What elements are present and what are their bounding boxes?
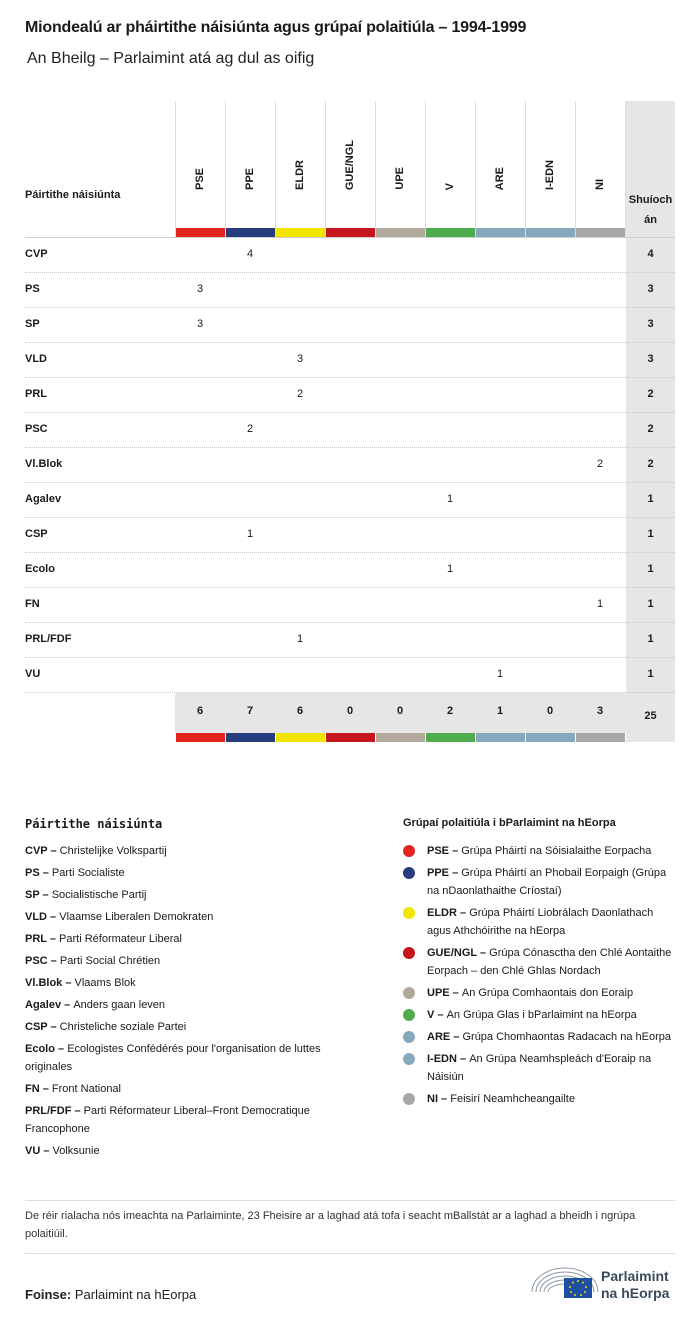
row-divider: [25, 622, 675, 623]
group-code-label: ARE: [494, 166, 506, 190]
legend-party-abbr: FN –: [25, 1083, 52, 1095]
legend-group-item: [427, 1028, 677, 1046]
legend-party-item: [25, 842, 370, 860]
legend-group-item: [427, 864, 677, 900]
legend-party-abbr: Ecolo –: [25, 1043, 68, 1055]
party-row-label: VLD: [25, 353, 47, 365]
legend-party-name: Vlaamse Liberalen Demokraten: [59, 911, 214, 923]
group-color-bar-bottom: [476, 733, 525, 742]
legend-party-abbr: PRL/FDF –: [25, 1105, 84, 1117]
party-row-label: Vl.Blok: [25, 458, 63, 470]
logo-line-1: Parlaimint: [601, 1268, 669, 1284]
legend-party-abbr: PRL –: [25, 933, 60, 945]
group-color-bar-top: [426, 228, 475, 237]
legend-party-name: Parti Réformateur Liberal: [59, 933, 182, 945]
table-cell: 2: [296, 388, 304, 400]
group-color-dot-icon: [403, 987, 415, 999]
legend-group-name: An Grúpa Glas i bParlaimint na hEorpa: [446, 1009, 637, 1021]
column-total: 0: [546, 705, 554, 717]
legend-party-item: [25, 1142, 370, 1160]
group-column-header: [475, 130, 525, 190]
table-cell: 1: [446, 563, 454, 575]
party-row-label: PRL/FDF: [25, 633, 72, 645]
row-divider: [25, 447, 675, 448]
grand-total: 25: [644, 710, 657, 722]
logo-text: [601, 1268, 669, 1302]
group-code-label: PPE: [244, 167, 256, 190]
table-cell: 4: [246, 248, 254, 260]
legend-party-item: [25, 974, 370, 992]
column-total: 7: [246, 705, 254, 717]
group-color-bar-top: [476, 228, 525, 237]
legend-party-name: Christelijke Volkspartij: [59, 845, 167, 857]
column-divider: [625, 101, 626, 237]
party-row-label: CSP: [25, 528, 48, 540]
legend-group-abbr: UPE –: [427, 987, 462, 999]
legend-party-name: Christeliche soziale Partei: [59, 1021, 187, 1033]
legend-group-item: [427, 984, 677, 1002]
table-cell: 3: [296, 353, 304, 365]
legend-group-abbr: I-EDN –: [427, 1053, 470, 1065]
row-divider: [25, 342, 675, 343]
group-color-bar-bottom: [276, 733, 325, 742]
legend-party-abbr: SP –: [25, 889, 52, 901]
legend-party-name: Parti Social Chrétien: [59, 955, 161, 967]
logo-line-2: na hEorpa: [601, 1285, 670, 1301]
legend-party-abbr: PSC –: [25, 955, 60, 967]
group-color-bar-bottom: [576, 733, 625, 742]
row-total: 1: [647, 668, 654, 680]
legend-group-item: [427, 842, 677, 860]
party-row-label: FN: [25, 598, 40, 610]
group-code-label: GUE/NGL: [344, 139, 356, 190]
legend-party-item: [25, 908, 370, 926]
group-color-bar-bottom: [326, 733, 375, 742]
party-row-label: Ecolo: [25, 563, 55, 575]
legend-group-abbr: PPE –: [427, 867, 462, 879]
legend-party-abbr: PS –: [25, 867, 52, 879]
table-cell: 3: [196, 283, 204, 295]
seats-header-text: Shuíoch án: [628, 194, 673, 226]
source-line: [25, 1287, 196, 1302]
legend-party-name: Socialistische Partij: [51, 889, 147, 901]
legend-party-name: Ecologistes Confédérés pour l'organisation de luttes originales: [25, 1043, 321, 1073]
legend-group-abbr: ELDR –: [427, 907, 470, 919]
legend-groups-title: Grúpaí polaitiúla i bParlaimint na hEorpa: [403, 817, 616, 829]
legend-party-abbr: VLD –: [25, 911, 60, 923]
row-total: 2: [647, 423, 654, 435]
group-column-header: [375, 130, 425, 190]
legend-group-name: Grúpa Pháirtí na Sóisialaithe Eorpacha: [461, 845, 652, 857]
group-color-dot-icon: [403, 907, 415, 919]
source-value: Parlaimint na hEorpa: [74, 1287, 197, 1302]
row-divider: [25, 657, 675, 658]
party-row-label: Agalev: [25, 493, 62, 505]
row-divider: [25, 517, 675, 518]
legend-group-name: Grúpa Cónasctha den Chlé Aontaithe Eorpach – den Chlé Ghlas Nordach: [427, 947, 672, 977]
table-cell: 1: [496, 668, 504, 680]
column-total: 1: [496, 705, 504, 717]
legend-group-item: [427, 944, 677, 980]
party-row-label: PRL: [25, 388, 47, 400]
legend-party-abbr: VU –: [25, 1145, 53, 1157]
legend-group-name: An Grúpa Neamhspleách d'Eoraip na Náisiún: [427, 1053, 652, 1083]
legend-party-item: [25, 930, 370, 948]
row-total: 1: [647, 598, 654, 610]
table-cell: 1: [596, 598, 604, 610]
legend-group-name: Grúpa Pháirtí Liobrálach Daonlathach agus Athchóirithe na hEorpa: [427, 907, 654, 937]
legend-party-item: [25, 1080, 370, 1098]
group-color-bar-bottom: [226, 733, 275, 742]
legend-party-item: [25, 1018, 370, 1036]
group-color-bar-top: [376, 228, 425, 237]
table-cell: 1: [246, 528, 254, 540]
parliament-hemicycle-icon: [530, 1262, 600, 1306]
legend-group-abbr: PSE –: [427, 845, 462, 857]
group-column-header: [275, 130, 325, 190]
row-divider: [25, 272, 675, 273]
legend-party-name: Parti Réformateur Liberal–Front Democratique Francophone: [25, 1105, 310, 1135]
legend-party-name: Parti Socialiste: [51, 867, 125, 879]
row-total: 2: [647, 458, 654, 470]
table-cell: 1: [296, 633, 304, 645]
row-total: 3: [647, 353, 654, 365]
source-label: Foinse:: [25, 1287, 72, 1302]
legend-group-name: An Grúpa Comhaontais don Eoraip: [461, 987, 634, 999]
group-color-dot-icon: [403, 1053, 415, 1065]
column-total: 0: [346, 705, 354, 717]
legend-group-name: Grúpa Chomhaontas Radacach na hEorpa: [462, 1031, 671, 1043]
table-cell: 1: [446, 493, 454, 505]
group-color-dot-icon: [403, 1009, 415, 1021]
group-color-bar-top: [226, 228, 275, 237]
group-column-header: [525, 130, 575, 190]
group-color-bar-top: [576, 228, 625, 237]
legend-group-abbr: GUE/NGL –: [427, 947, 490, 959]
row-total: 3: [647, 283, 654, 295]
row-total: 4: [647, 248, 654, 260]
group-color-dot-icon: [403, 867, 415, 879]
legend-group-name: Feisirí Neamhcheangailte: [450, 1093, 575, 1105]
group-code-label: NI: [594, 179, 606, 190]
legend-party-item: [25, 864, 370, 882]
legend-party-item: [25, 952, 370, 970]
legend-party-abbr: CVP –: [25, 845, 60, 857]
column-total: 3: [596, 705, 604, 717]
european-parliament-logo: [530, 1262, 678, 1306]
party-row-label: PS: [25, 283, 40, 295]
group-column-header: [575, 130, 625, 190]
group-color-bar-bottom: [526, 733, 575, 742]
table-cell: 3: [196, 318, 204, 330]
legend-group-abbr: NI –: [427, 1093, 451, 1105]
group-code-label: I-EDN: [544, 160, 556, 190]
row-divider: [25, 412, 675, 413]
group-color-bar-bottom: [176, 733, 225, 742]
seats-header-label: [626, 190, 675, 230]
legend-party-name: Front National: [51, 1083, 121, 1095]
group-color-bar-top: [326, 228, 375, 237]
legend-party-name: Volksunie: [52, 1145, 100, 1157]
legend-group-item: [427, 904, 677, 940]
row-divider: [25, 377, 675, 378]
legend-group-item: [427, 1006, 677, 1024]
page-subtitle: An Bheilg – Parlaimint atá ag dul as oifig: [27, 50, 315, 67]
group-column-header: [325, 130, 375, 190]
group-code-label: UPE: [394, 167, 406, 190]
legend-party-abbr: Agalev –: [25, 999, 74, 1011]
row-total: 1: [647, 563, 654, 575]
header-divider: [25, 237, 675, 238]
row-total: 1: [647, 493, 654, 505]
column-total: 6: [296, 705, 304, 717]
legend-group-abbr: V –: [427, 1009, 447, 1021]
row-divider: [25, 587, 675, 588]
group-color-bar-top: [176, 228, 225, 237]
table-cell: 2: [596, 458, 604, 470]
group-code-label: V: [444, 182, 456, 190]
row-total: 1: [647, 528, 654, 540]
party-row-label: PSC: [25, 423, 48, 435]
group-code-label: ELDR: [294, 160, 306, 190]
group-color-dot-icon: [403, 845, 415, 857]
group-column-header: [425, 130, 475, 190]
legend-party-abbr: CSP –: [25, 1021, 60, 1033]
legend-parties-title: Páirtithe náisiúnta: [25, 817, 163, 831]
column-total: 0: [396, 705, 404, 717]
note-bottom-divider: [25, 1253, 675, 1254]
row-total: 3: [647, 318, 654, 330]
group-color-bar-top: [276, 228, 325, 237]
legend-group-name: Grúpa Pháirtí an Phobail Eorpaigh (Grúpa na nDaonlathaithe Críostaí): [427, 867, 667, 897]
legend-group-item: [427, 1050, 677, 1086]
row-divider: [25, 692, 675, 693]
party-row-label: VU: [25, 668, 41, 680]
legend-party-item: [25, 1040, 370, 1076]
group-code-label: PSE: [194, 167, 206, 190]
column-total: 2: [446, 705, 454, 717]
note-top-divider: [25, 1200, 675, 1201]
row-divider: [25, 307, 675, 308]
page-title: Miondealú ar pháirtithe náisiúnta agus grúpaí polaitiúla – 1994-1999: [25, 19, 527, 36]
group-color-dot-icon: [403, 947, 415, 959]
legend-group-abbr: ARE –: [427, 1031, 463, 1043]
legend-party-abbr: Vl.Blok –: [25, 977, 75, 989]
group-color-bar-top: [526, 228, 575, 237]
legend-party-name: Anders gaan leven: [73, 999, 166, 1011]
row-divider: [25, 552, 675, 553]
legend-party-item: [25, 996, 370, 1014]
group-column-header: [175, 130, 225, 190]
legend-group-item: [427, 1090, 677, 1108]
party-row-label: SP: [25, 318, 40, 330]
table-cell: 2: [246, 423, 254, 435]
party-row-label: CVP: [25, 248, 48, 260]
row-divider: [25, 482, 675, 483]
row-header-label: Páirtithe náisiúnta: [25, 189, 121, 201]
legend-party-item: [25, 1102, 370, 1138]
legend-party-item: [25, 886, 370, 904]
group-color-bar-bottom: [426, 733, 475, 742]
legend-party-name: Vlaams Blok: [74, 977, 136, 989]
row-total: 2: [647, 388, 654, 400]
group-column-header: [225, 130, 275, 190]
group-color-dot-icon: [403, 1093, 415, 1105]
column-total: 6: [196, 705, 204, 717]
row-total: 1: [647, 633, 654, 645]
group-color-bar-bottom: [376, 733, 425, 742]
group-color-dot-icon: [403, 1031, 415, 1043]
footnote: De réir rialacha nós imeachta na Parlaiminte, 23 Fheisire ar a laghad atá tofa i seacht mBallstát ar a laghad a bheidh i ngrúpa polaitiúil.: [25, 1210, 636, 1240]
